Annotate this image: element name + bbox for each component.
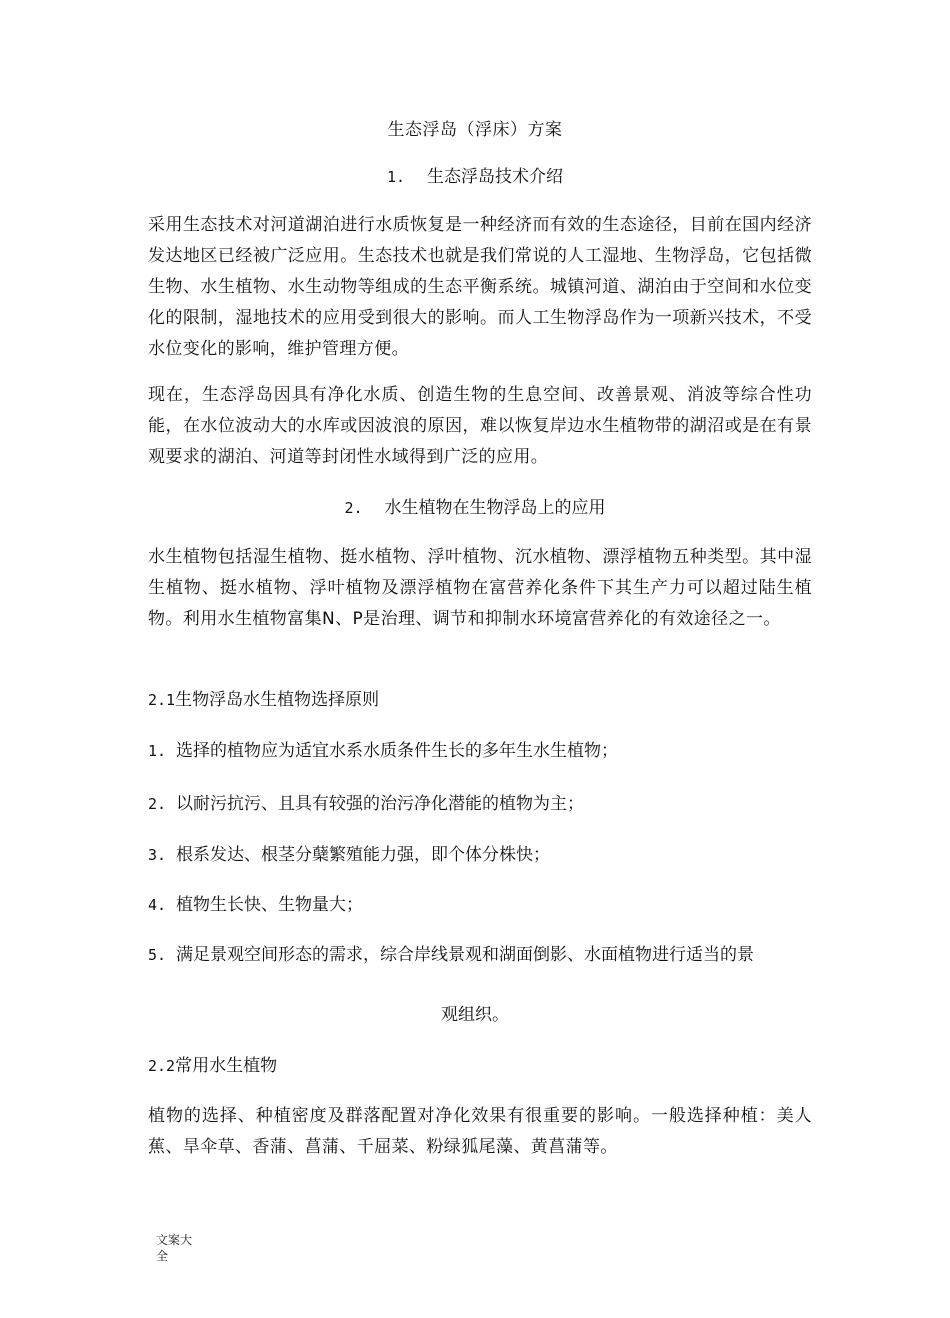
section-1-title: 生态浮岛技术介绍 xyxy=(427,167,564,187)
list-item xyxy=(148,736,812,766)
list-item-number: 4. xyxy=(148,896,167,914)
list-item xyxy=(148,789,812,819)
list-item-text: 根系发达、根茎分蘖繁殖能力强，即个体分株快； xyxy=(176,845,550,865)
list-item-number: 3. xyxy=(148,846,167,864)
subsection-2-1-title: 生物浮岛水生植物选择原则 xyxy=(175,690,380,710)
list-item xyxy=(148,940,812,970)
section-1-paragraph-2: 现在，生态浮岛因具有净化水质、创造生物的生息空间、改善景观、消波等综合性功能，在水位波动大的水库或因波浪的原因，难以恢复岸边水生植物带的湖沼或是在有景观要求的湖泊、河道等封闭性水域得到广泛的应用。 xyxy=(148,385,812,467)
subsection-2-2-title: 常用水生植物 xyxy=(175,1056,278,1076)
section-1-heading xyxy=(0,165,950,189)
subsection-2-1-heading xyxy=(148,688,812,712)
section-2-number: 2. xyxy=(344,499,363,517)
list-item xyxy=(148,890,812,920)
list-item-number: 5. xyxy=(148,946,167,964)
list-item-text: 选择的植物应为适宜水系水质条件生长的多年生水生植物； xyxy=(176,741,618,761)
list-item-continuation: 观组织。 xyxy=(441,1005,509,1025)
list-item-text: 植物生长快、生物量大； xyxy=(176,895,363,915)
section-2-title: 水生植物在生物浮岛上的应用 xyxy=(384,498,606,518)
subsection-2-1-number: 2.1 xyxy=(148,691,176,709)
list-item-text: 满足景观空间形态的需求，综合岸线景观和湖面倒影、水面植物进行适当的景 xyxy=(176,945,754,965)
section-2-heading xyxy=(0,496,950,520)
subsection-2-2-heading xyxy=(148,1054,812,1078)
document-title: 生态浮岛（浮床）方案 xyxy=(387,120,563,140)
list-item-number: 2. xyxy=(148,795,167,813)
section-2-paragraph: 水生植物包括湿生植物、挺水植物、浮叶植物、沉水植物、漂浮植物五种类型。其中湿生植物、挺水植物、浮叶植物及漂浮植物在富营养化条件下其生产力可以超过陆生植物。利用水生植物富集N、P是治理、调节和抑制水环境富营养化的有效途径之一。 xyxy=(148,547,812,629)
list-item-number: 1. xyxy=(148,742,167,760)
section-1-paragraph-1: 采用生态技术对河道湖泊进行水质恢复是一种经济而有效的生态途径，目前在国内经济发达地区已经被广泛应用。生态技术也就是我们常说的人工湿地、生物浮岛，它包括微生物、水生植物、水生动物等组成的生态平衡系统。城镇河道、湖泊由于空间和水位变化的限制，湿地技术的应用受到很大的影响。而人工生物浮岛作为一项新兴技术，不受水位变化的影响，维护管理方便。 xyxy=(148,215,812,359)
section-1-number: 1. xyxy=(386,168,406,186)
list-item-text: 以耐污抗污、且具有较强的治污净化潜能的植物为主； xyxy=(176,794,584,814)
subsection-2-2-paragraph: 植物的选择、种植密度及群落配置对净化效果有很重要的影响。一般选择种植：美人蕉、旱伞草、香蒲、菖蒲、千屈菜、粉绿狐尾藻、黄菖蒲等。 xyxy=(148,1106,812,1157)
list-item xyxy=(148,840,812,870)
page-footer: 文案大全 xyxy=(156,1233,193,1263)
subsection-2-2-number: 2.2 xyxy=(148,1057,176,1075)
